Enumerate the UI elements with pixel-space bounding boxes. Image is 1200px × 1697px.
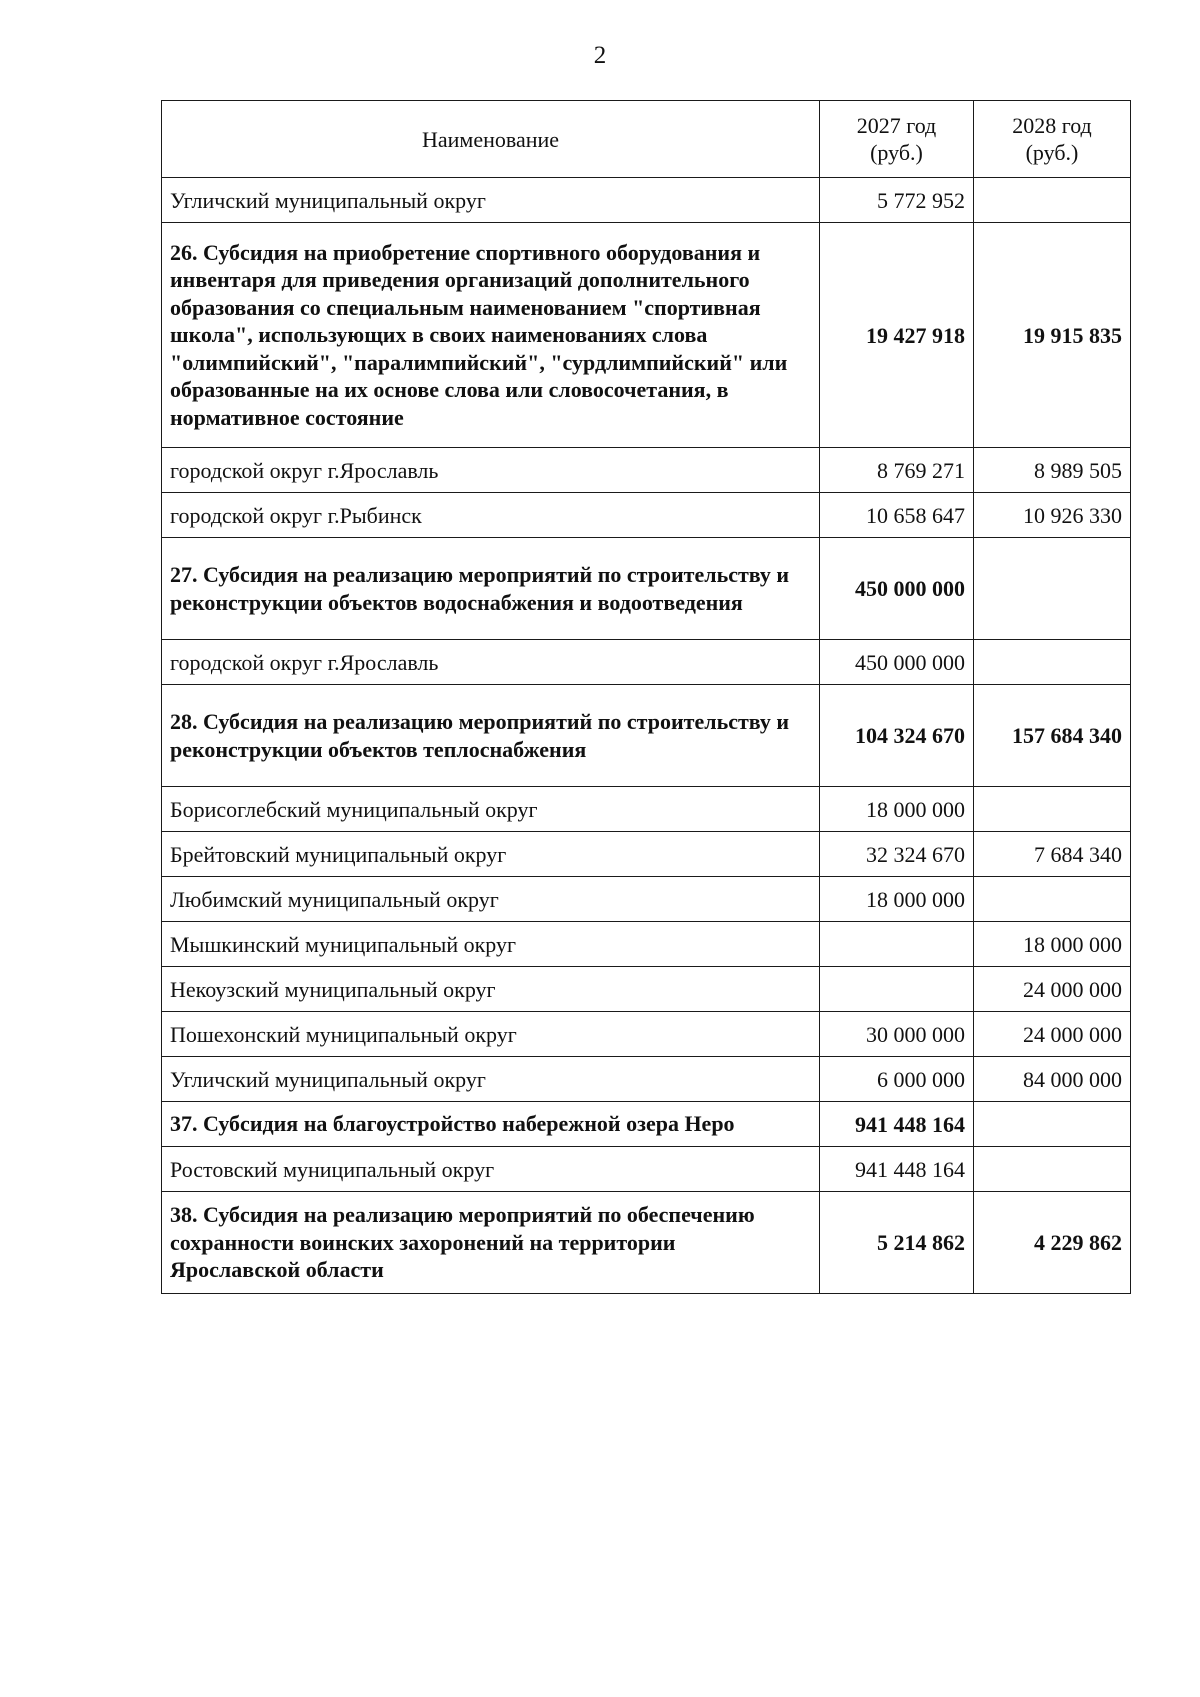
row-value-2028: 24 000 000 [974,1012,1131,1057]
row-name: Угличский муниципальный округ [162,1057,820,1102]
header-2027 [820,101,974,178]
row-name: городской округ г.Ярославль [162,448,820,493]
row-name: 37. Субсидия на благоустройство набережной озера Неро [162,1102,820,1147]
header-2027-year: 2027 год [856,113,937,138]
row-value-2027: 941 448 164 [820,1102,974,1147]
row-value-2027: 104 324 670 [820,685,974,787]
table-row-subsidy [162,538,1131,640]
row-value-2027: 6 000 000 [820,1057,974,1102]
row-name: городской округ г.Рыбинск [162,493,820,538]
row-value-2027: 10 658 647 [820,493,974,538]
row-value-2028 [974,1147,1131,1192]
row-value-2028 [974,178,1131,223]
row-value-2027: 8 769 271 [820,448,974,493]
row-name: Угличский муниципальный округ [162,178,820,223]
row-name: 28. Субсидия на реализацию мероприятий по строительству и реконструкции объектов теплоснабжения [162,685,820,787]
row-value-2028 [974,877,1131,922]
row-value-2027 [820,922,974,967]
row-value-2027 [820,967,974,1012]
row-value-2028: 19 915 835 [974,223,1131,448]
subsidy-table [161,100,1131,1294]
row-value-2028: 157 684 340 [974,685,1131,787]
row-name: Мышкинский муниципальный округ [162,922,820,967]
header-2027-unit: (руб.) [870,140,923,165]
row-value-2027: 5 214 862 [820,1192,974,1294]
row-value-2027: 32 324 670 [820,832,974,877]
row-value-2028 [974,787,1131,832]
table-row [162,1057,1131,1102]
table-row [162,832,1131,877]
table-row [162,1147,1131,1192]
row-value-2028: 4 229 862 [974,1192,1131,1294]
row-value-2028 [974,640,1131,685]
table-row-subsidy [162,223,1131,448]
row-value-2027: 19 427 918 [820,223,974,448]
table-header-row [162,101,1131,178]
table-row-subsidy [162,1102,1131,1147]
table-row [162,787,1131,832]
row-name: Пошехонский муниципальный округ [162,1012,820,1057]
header-2028-unit: (руб.) [1025,140,1079,165]
row-value-2028: 18 000 000 [974,922,1131,967]
header-name: Наименование [162,101,820,178]
row-value-2027: 450 000 000 [820,538,974,640]
row-value-2027: 18 000 000 [820,877,974,922]
header-2028-year: 2028 год [1012,113,1092,138]
row-value-2027: 450 000 000 [820,640,974,685]
row-name: Ростовский муниципальный округ [162,1147,820,1192]
row-name: 26. Субсидия на приобретение спортивного оборудования и инвентаря для приведения организаций дополнительного образования со специальным наименованием "спортивная школа", использующих в своих наименованиях слова "олимпийский", "паралимпийский", "сурдлимпийский" или образованные на их основе слова или словосочетания, в нормативное состояние [162,223,820,448]
table-row [162,448,1131,493]
row-name: Борисоглебский муниципальный округ [162,787,820,832]
table-row [162,922,1131,967]
row-name: 27. Субсидия на реализацию мероприятий по строительству и реконструкции объектов водоснабжения и водоотведения [162,538,820,640]
header-2028 [974,101,1131,178]
row-value-2027: 18 000 000 [820,787,974,832]
row-value-2028: 84 000 000 [974,1057,1131,1102]
table-row [162,877,1131,922]
row-name: Некоузский муниципальный округ [162,967,820,1012]
table-row [162,493,1131,538]
row-name: Любимский муниципальный округ [162,877,820,922]
row-value-2027: 941 448 164 [820,1147,974,1192]
row-value-2027: 5 772 952 [820,178,974,223]
row-value-2027: 30 000 000 [820,1012,974,1057]
row-value-2028: 10 926 330 [974,493,1131,538]
page-number: 2 [593,42,607,69]
table-row [162,178,1131,223]
table-row [162,967,1131,1012]
table-row [162,640,1131,685]
row-value-2028 [974,538,1131,640]
row-value-2028: 7 684 340 [974,832,1131,877]
row-name: городской округ г.Ярославль [162,640,820,685]
row-value-2028: 8 989 505 [974,448,1131,493]
table-row [162,1012,1131,1057]
row-name: 38. Субсидия на реализацию мероприятий по обеспечению сохранности воинских захоронений на территории Ярославской области [162,1192,820,1294]
row-value-2028: 24 000 000 [974,967,1131,1012]
row-value-2028 [974,1102,1131,1147]
table-row-subsidy [162,685,1131,787]
row-name: Брейтовский муниципальный округ [162,832,820,877]
table-row-subsidy [162,1192,1131,1294]
